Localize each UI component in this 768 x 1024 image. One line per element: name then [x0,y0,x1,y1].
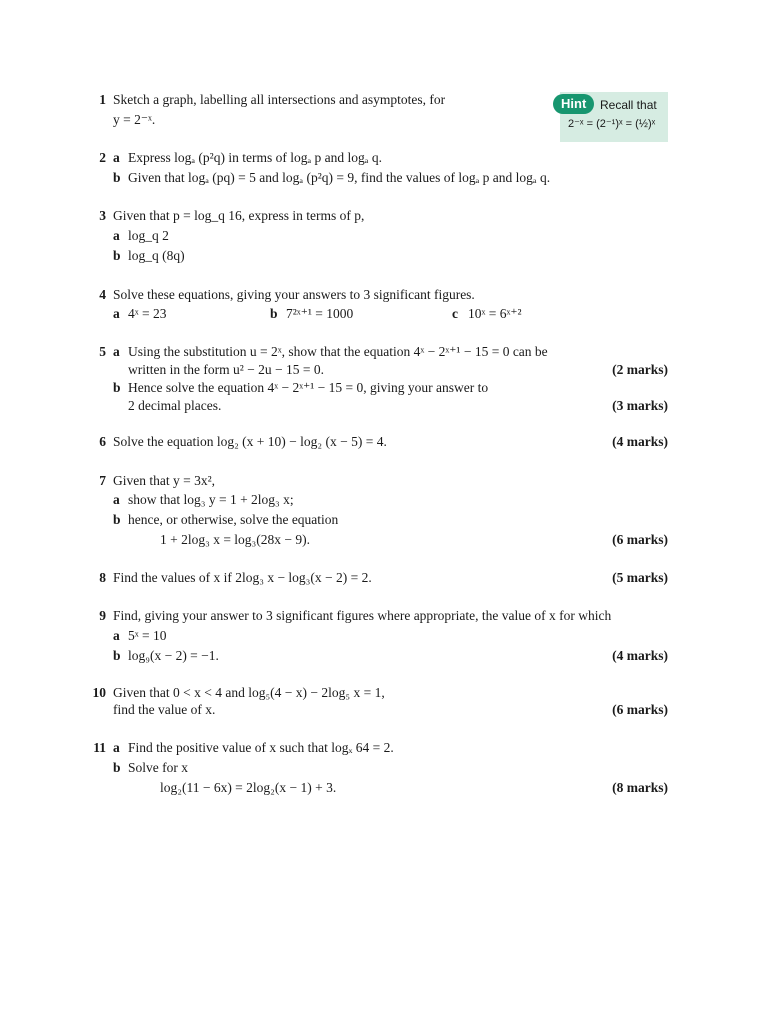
part-text: Hence solve the equation 4ˣ − 2ˣ⁺¹ − 15 = 0, giving your answer to [128,380,489,395]
question-number: 9 [99,608,106,623]
hint-formula: 2⁻ˣ = (2⁻¹)ˣ = (½)ˣ [568,118,656,130]
question-number: 8 [99,570,106,585]
marks-label: (6 marks) [612,702,668,717]
part-letter: b [113,170,121,185]
part-text: show that log₃ y = 1 + 2log₃ x; [128,492,294,507]
question-number: 5 [99,344,106,359]
part-letter: a [113,344,120,359]
part-text: 5ˣ = 10 [128,628,167,643]
question-number: 10 [92,685,106,700]
marks-label: (3 marks) [612,398,668,413]
part-text: hence, or otherwise, solve the equation [128,512,339,527]
part-text: 4ˣ = 23 [128,306,167,321]
question-text: Given that 0 < x < 4 and log₅(4 − x) − 2log₅ x = 1, [113,685,385,700]
question-number: 4 [99,287,106,302]
question-stem: Solve these equations, giving your answers to 3 significant figures. [113,287,475,302]
part-letter: a [113,306,120,321]
part-text: log_q 2 [128,228,169,243]
part-text: written in the form u² − 2u − 15 = 0. [128,362,324,377]
part-letter: b [113,648,121,663]
part-letter: b [113,380,121,395]
part-text: Using the substitution u = 2ˣ, show that the equation 4ˣ − 2ˣ⁺¹ − 15 = 0 can be [128,344,548,359]
part-text: Find the positive value of x such that logₓ 64 = 2. [128,740,394,755]
question-text: y = 2⁻ˣ. [113,112,156,127]
equation: 1 + 2log₃ x = log₃(28x − 9). [160,532,310,547]
question-stem: Given that p = log_q 16, express in terms of p, [113,208,365,223]
part-text: 2 decimal places. [128,398,222,413]
part-letter: a [113,492,120,507]
part-letter: a [113,228,120,243]
question-text: Find the values of x if 2log₃ x − log₃(x − 2) = 2. [113,570,372,585]
marks-label: (4 marks) [612,648,668,663]
part-letter: b [113,512,121,527]
question-number: 7 [99,473,106,488]
question-number: 2 [99,150,106,165]
question-number: 6 [99,434,106,449]
part-text: Express logₐ (p²q) in terms of logₐ p and logₐ q. [128,150,382,165]
question-stem: Given that y = 3x², [113,473,216,488]
part-letter: b [270,306,278,321]
hint-box [560,92,668,142]
marks-label: (2 marks) [612,362,668,377]
part-letter: a [113,150,120,165]
equation: log₂(11 − 6x) = 2log₂(x − 1) + 3. [160,780,337,795]
hint-badge: Hint [553,94,594,114]
hint-title: Recall that [600,98,657,112]
part-letter: b [113,248,121,263]
part-letter: a [113,628,120,643]
part-text: log₉(x − 2) = −1. [128,648,219,663]
part-text: log_q (8q) [128,248,185,263]
question-number: 1 [99,92,106,107]
question-number: 3 [99,208,106,223]
part-letter: c [452,306,458,321]
question-text: find the value of x. [113,702,216,717]
part-text: 7²ˣ⁺¹ = 1000 [286,306,354,321]
part-text: Solve for x [128,760,188,775]
part-letter: b [113,760,121,775]
part-letter: a [113,740,120,755]
marks-label: (8 marks) [612,780,668,795]
question-number: 11 [93,740,106,755]
question-stem: Find, giving your answer to 3 significant figures where appropriate, the value of x for which [113,608,612,623]
marks-label: (5 marks) [612,570,668,585]
marks-label: (4 marks) [612,434,668,449]
question-text: Solve the equation log₂ (x + 10) − log₂ (x − 5) = 4. [113,434,387,449]
marks-label: (6 marks) [612,532,668,547]
part-text: 10ˣ = 6ˣ⁺² [468,306,522,321]
part-text: Given that logₐ (pq) = 5 and logₐ (p²q) = 9, find the values of logₐ p and logₐ q. [128,170,551,185]
question-text: Sketch a graph, labelling all intersections and asymptotes, for [113,92,446,107]
